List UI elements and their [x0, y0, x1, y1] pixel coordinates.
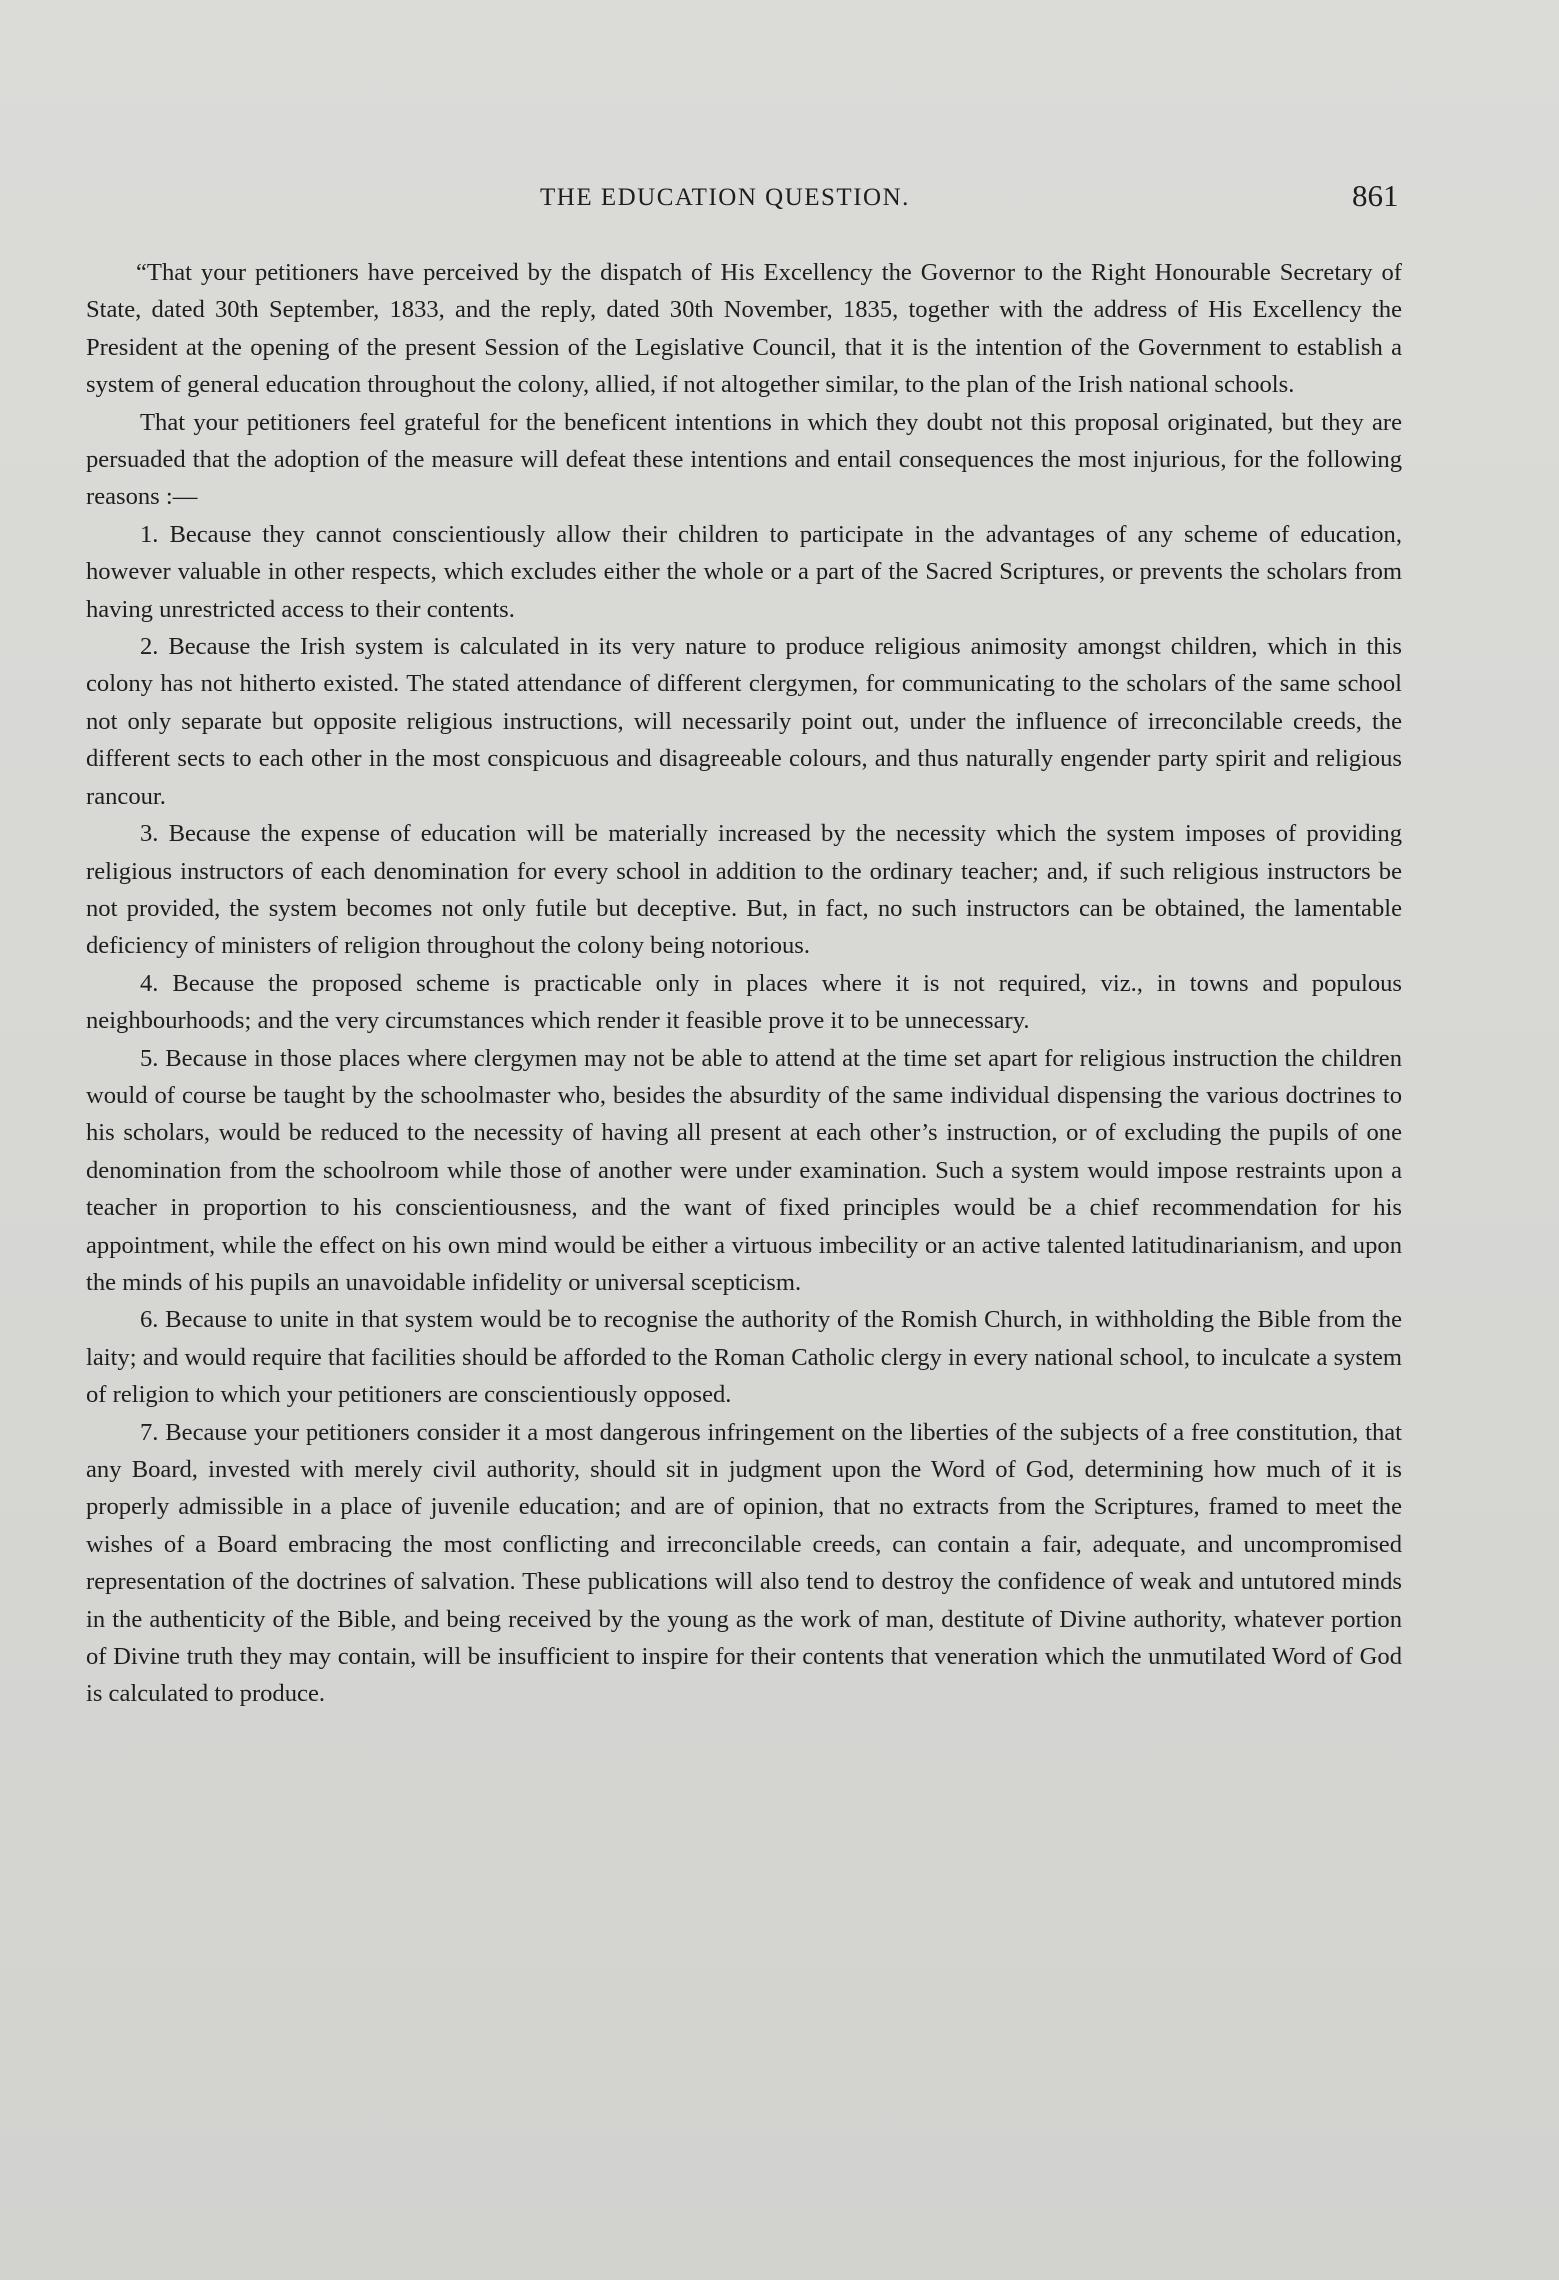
- running-header: [0, 178, 1559, 218]
- page-number: 861: [1352, 178, 1399, 213]
- paragraph-reason-2: 2. Because the Irish system is calculated in its very nature to produce religious animosity amongst children, which in this colony has not hitherto existed. The stated attendance of different clergymen, for communicating to the scholars of the same school not only separate but opposite religious instructions, will necessarily point out, under the influence of irreconcilable creeds, the different sects to each other in the most conspicuous and disagreeable colours, and thus naturally engender party spirit and religious rancour.: [86, 633, 1402, 810]
- paragraph-reason-5: 5. Because in those places where clergymen may not be able to attend at the time set apart for religious instruction the children would of course be taught by the schoolmaster who, besides the absurdity of the same individual dispensing the various doctrines to his scholars, would be reduced to the necessity of having all present at each other’s instruction, or of excluding the pupils of one denomination from the schoolroom while those of another were under examination. Such a system would impose restraints upon a teacher in proportion to his conscientiousness, and the want of fixed principles would be a chief recommendation for his appointment, while the effect on his own mind would be either a virtuous imbecility or an active talented latitudinarianism, and upon the minds of his pupils an unavoidable infidelity or universal scepticism.: [86, 1044, 1402, 1296]
- paragraph-reason-3: 3. Because the expense of education will be materially increased by the necessity which the system imposes of providing religious instructors of each denomination for every school in addition to the ordinary teacher; and, if such religious instructors be not provided, the system becomes not only futile but deceptive. But, in fact, no such instructors can be obtained, the lamentable deficiency of ministers of religion throughout the colony being notorious.: [86, 820, 1402, 960]
- header-title: THE EDUCATION QUESTION.: [540, 184, 910, 211]
- paragraph-reason-7: 7. Because your petitioners consider it a most dangerous infringement on the liberties of the subjects of a free constitution, that any Board, invested with merely civil authority, should sit in judgment upon the Word of God, determining how much of it is properly admissible in a place of juvenile education; and are of opinion, that no extracts from the Scriptures, framed to meet the wishes of a Board embracing the most conflicting and irreconcilable creeds, can contain a fair, adequate, and uncompromised representation of the doctrines of salvation. These publications will also tend to destroy the confidence of weak and untutored minds in the authenticity of the Bible, and being received by the young as the work of man, destitute of Divine authority, whatever portion of Divine truth they may contain, will be insufficient to inspire for their contents that veneration which the unmutilated Word of God is calculated to produce.: [86, 1418, 1402, 1708]
- paragraph-reason-4: 4. Because the proposed scheme is practicable only in places where it is not required, viz., in towns and populous neighbourhoods; and the very circumstances which render it feasible prove it to be unnecessary.: [86, 969, 1402, 1035]
- paragraph-reason-1: 1. Because they cannot conscientiously allow their children to participate in the advantages of any scheme of education, however valuable in other respects, which excludes either the whole or a part of the Sacred Scriptures, or prevents the scholars from having unrestricted access to their contents.: [86, 520, 1402, 623]
- body-text: [86, 254, 1402, 1713]
- paragraph-reason-6: 6. Because to unite in that system would be to recognise the authority of the Romish Church, in withholding the Bible from the laity; and would require that facilities should be afforded to the Roman Catholic clergy in every national school, to inculcate a system of religion to which your petitioners are conscientiously opposed.: [86, 1306, 1402, 1409]
- paragraph-preamble: “That your petitioners have perceived by the dispatch of His Excellency the Governor to the Right Honourable Secretary of State, dated 30th September, 1833, and the reply, dated 30th November, 1835, together with the address of His Excellency the President at the opening of the present Session of the Legislative Council, that it is the intention of the Government to establish a system of general education throughout the colony, allied, if not altogether similar, to the plan of the Irish national schools.: [86, 259, 1402, 399]
- paragraph-reasons-intro: That your petitioners feel grateful for the beneficent intentions in which they doubt not this proposal originated, but they are persuaded that the adoption of the measure will defeat these intentions and entail consequences the most injurious, for the following reasons :—: [86, 408, 1402, 511]
